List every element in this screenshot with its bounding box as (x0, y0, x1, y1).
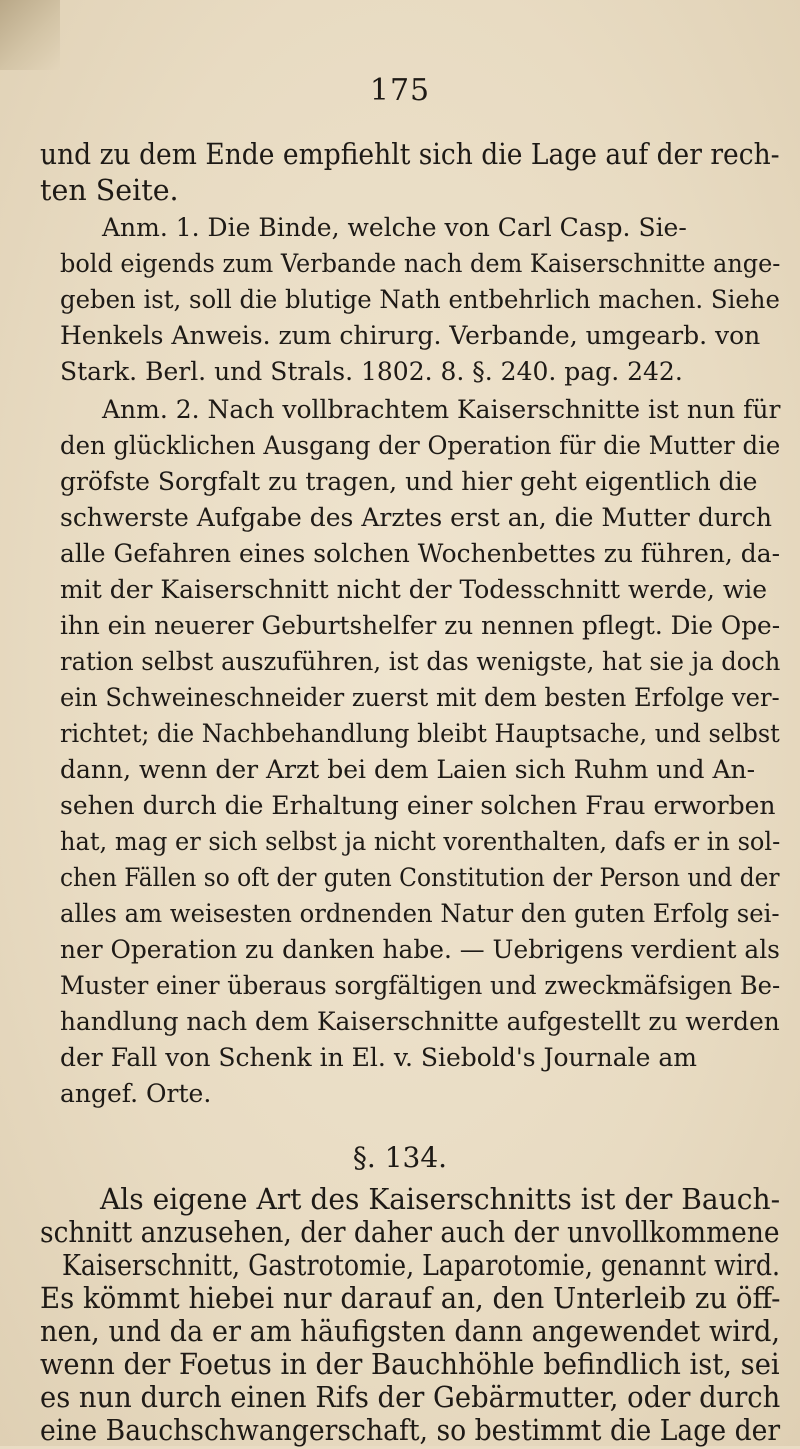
para2-line: Kaiserschnitt, Gastrotomie, Laparotomie, genannt wird. (62, 1249, 781, 1282)
note2-line: alles am weisesten ordnenden Natur den guten Erfolg sei- (60, 899, 780, 928)
note1-line: Henkels Anweis. zum chirurg. Verbande, umgearb. von (60, 321, 761, 350)
note1-line: bold eigends zum Verbande nach dem Kaiserschnitte ange- (60, 249, 781, 278)
note2-line: angef. Orte. (60, 1079, 212, 1108)
note2-line: sehen durch die Erhaltung einer solchen Frau erworben (60, 791, 776, 820)
note2-line: Muster einer überaus sorgfältigen und zweckmäfsigen Be- (60, 971, 781, 1000)
note2-line: dann, wenn der Arzt bei dem Laien sich Ruhm und An- (60, 755, 756, 784)
note2-line: mit der Kaiserschnitt nicht der Todesschnitt werde, wie (60, 575, 768, 604)
note2-line: alle Gefahren eines solchen Wochenbettes zu führen, da- (60, 539, 781, 568)
note2-line: hat, mag er sich selbst ja nicht vorenthalten, dafs er in sol- (60, 827, 781, 856)
note2-line: richtet; die Nachbehandlung bleibt Hauptsache, und selbst (60, 719, 780, 748)
note2-line: chen Fällen so oft der guten Constitution der Person und der (60, 863, 780, 892)
para2-line: nen, und da er am häufigsten dann angewendet wird, (40, 1315, 781, 1348)
note1-line: Anm. 1. Die Binde, welche von Carl Casp. Sie- (102, 213, 687, 242)
note2-line: gröfste Sorgfalt zu tragen, und hier geht eigentlich die (60, 467, 758, 496)
note2-line: den glücklichen Ausgang der Operation für die Mutter die (60, 431, 781, 460)
note2-line: Anm. 2. Nach vollbrachtem Kaiserschnitte ist nun für (102, 395, 781, 424)
para2-line: wenn der Foetus in der Bauchhöhle befindlich ist, sei (40, 1348, 780, 1381)
page-corner-stain (0, 0, 60, 70)
note2-line: ein Schweineschneider zuerst mit dem besten Erfolge ver- (60, 683, 780, 712)
para2-line: Als eigene Art des Kaiserschnitts ist der Bauch- (100, 1183, 781, 1216)
note2-line: ihn ein neuerer Geburtshelfer zu nennen pflegt. Die Ope- (60, 611, 781, 640)
para2-line: Es kömmt hiebei nur darauf an, den Unterleib zu öff- (40, 1282, 781, 1315)
note1-line: Stark. Berl. und Strals. 1802. 8. §. 240. pag. 242. (60, 357, 683, 386)
note2-line: schwerste Aufgabe des Arztes erst an, die Mutter durch (60, 503, 772, 532)
note2-line: der Fall von Schenk in El. v. Siebold's Journale am (60, 1043, 697, 1072)
page-number: 175 (369, 73, 431, 108)
para2-line: es nun durch einen Rifs der Gebärmutter, oder durch (40, 1381, 781, 1414)
para2-line: schnitt anzusehen, der daher auch der unvollkommene (40, 1216, 780, 1249)
note1-line: geben ist, soll die blutige Nath entbehrlich machen. Siehe (60, 285, 780, 314)
note2-line: ration selbst auszuführen, ist das wenigste, hat sie ja doch (60, 647, 781, 676)
para1-line: und zu dem Ende empfiehlt sich die Lage auf der rech- (40, 138, 780, 171)
note2-line: ner Operation zu danken habe. — Uebrigens verdient als (60, 935, 780, 964)
para2-line: eine Bauchschwangerschaft, so bestimmt die Lage der (40, 1414, 781, 1447)
para1-line: ten Seite. (40, 174, 179, 207)
note2-line: handlung nach dem Kaiserschnitte aufgestellt zu werden (60, 1007, 780, 1036)
section-heading: §. 134. (352, 1141, 448, 1174)
